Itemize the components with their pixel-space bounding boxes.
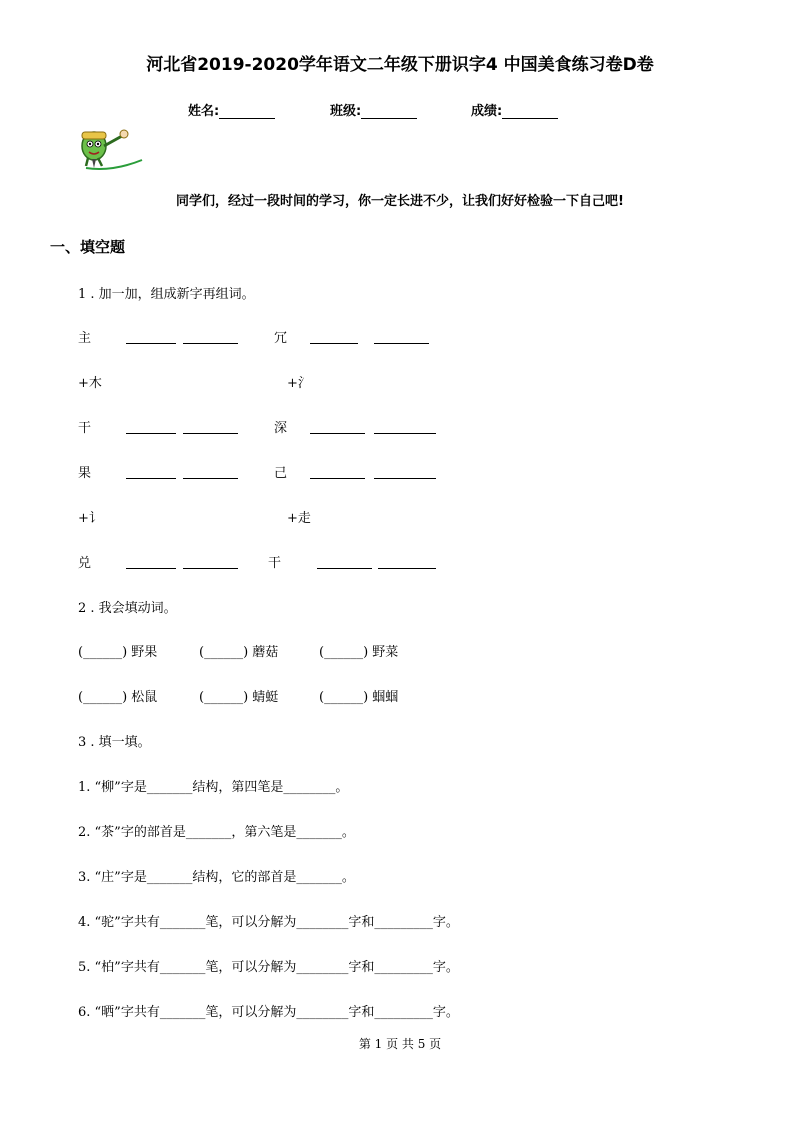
q1-row-4-blank-d[interactable] [374, 477, 436, 479]
q3-item-4[interactable]: 4. “驼”字共有_______笔，可以分解为________字和_________字。 [78, 915, 459, 930]
q1-row-1-blank-b[interactable] [183, 342, 238, 344]
q1-row-6-blank-c[interactable] [317, 567, 372, 569]
class-label: 班级: [330, 104, 362, 119]
q2-item-5[interactable]: (______) 蜻蜓 [199, 690, 279, 705]
q1-row-2-left: +木 [78, 376, 102, 391]
q1-row-6-blank-d[interactable] [378, 567, 436, 569]
name-blank[interactable] [219, 104, 275, 119]
q3-item-5[interactable]: 5. “柏”字共有_______笔，可以分解为________字和_________字。 [78, 960, 459, 975]
q1-row-6-right: 干 [268, 556, 282, 571]
q2-item-6[interactable]: (______) 蝈蝈 [319, 690, 399, 705]
q1-row-4-blank-c[interactable] [310, 477, 365, 479]
q1-row-3-blank-b[interactable] [183, 432, 238, 434]
q2-item-2[interactable]: (______) 蘑菇 [199, 645, 279, 660]
q3-item-6[interactable]: 6. “晒”字共有_______笔，可以分解为________字和_________字。 [78, 1005, 459, 1020]
q1-row-1-blank-d[interactable] [374, 342, 429, 344]
q1-row-6-blank-a[interactable] [126, 567, 176, 569]
name-label: 姓名: [188, 104, 220, 119]
question-2-prompt: 2 . 我会填动词。 [78, 601, 177, 616]
pencil-mascot-icon [72, 122, 144, 174]
score-blank[interactable] [502, 104, 558, 119]
q1-row-1-left: 主 [78, 331, 92, 346]
q1-row-2-right: +氵 [287, 376, 311, 391]
q2-item-1[interactable]: (______) 野果 [78, 645, 158, 660]
section-title: 一、填空题 [50, 238, 126, 256]
class-field [330, 100, 417, 119]
q1-row-3-blank-c[interactable] [310, 432, 365, 434]
q1-row-3-left: 干 [78, 421, 92, 436]
q1-row-4-blank-b[interactable] [183, 477, 238, 479]
question-3-prompt: 3 . 填一填。 [78, 735, 151, 750]
q1-row-3-blank-d[interactable] [374, 432, 436, 434]
score-label: 成绩: [471, 104, 503, 119]
q1-row-4-right: 己 [274, 466, 288, 481]
q3-item-3[interactable]: 3. “庄”字是_______结构，它的部首是_______。 [78, 870, 355, 885]
q1-row-1-blank-c[interactable] [310, 342, 358, 344]
page-footer: 第 1 页 共 5 页 [358, 1037, 442, 1051]
q1-row-1-blank-a[interactable] [126, 342, 176, 344]
score-field [471, 100, 558, 119]
name-field [188, 100, 275, 119]
greeting-text: 同学们，经过一段时间的学习，你一定长进不少，让我们好好检验一下自己吧! [176, 194, 624, 209]
question-1-prompt: 1 . 加一加，组成新字再组词。 [78, 287, 255, 302]
q1-row-5-right: +走 [287, 511, 311, 526]
q3-item-1[interactable]: 1. “柳”字是_______结构，第四笔是________。 [78, 780, 349, 795]
page-title: 河北省2019-2020学年语文二年级下册识字4 中国美食练习卷D卷 [146, 55, 654, 75]
q3-item-2[interactable]: 2. “茶”字的部首是_______，第六笔是_______。 [78, 825, 355, 840]
q1-row-6-blank-b[interactable] [183, 567, 238, 569]
q1-row-4-left: 果 [78, 466, 92, 481]
q1-row-3-blank-a[interactable] [126, 432, 176, 434]
q1-row-5-left: +讠 [78, 511, 102, 526]
q1-row-1-right: 冗 [274, 331, 288, 346]
q1-row-3-right: 深 [274, 421, 288, 436]
q2-item-3[interactable]: (______) 野菜 [319, 645, 399, 660]
class-blank[interactable] [361, 104, 417, 119]
q2-item-4[interactable]: (______) 松鼠 [78, 690, 158, 705]
q1-row-6-left: 兑 [78, 556, 92, 571]
q1-row-4-blank-a[interactable] [126, 477, 176, 479]
